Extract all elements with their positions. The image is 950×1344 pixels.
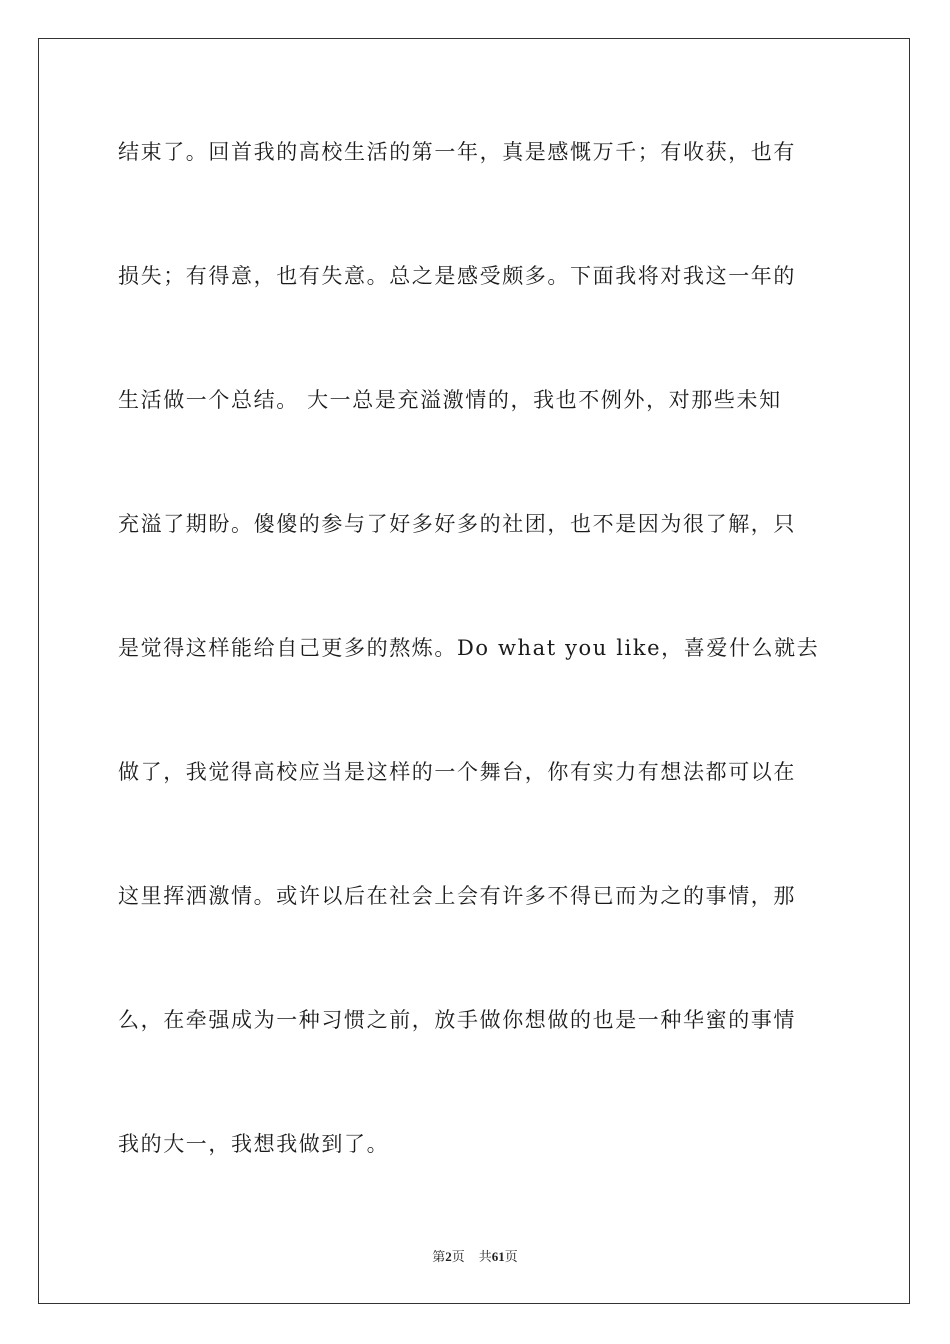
page-number: 2 (445, 1249, 452, 1264)
text-line: 充溢了期盼。傻傻的参与了好多好多的社团，也不是因为很了解，只 (118, 512, 796, 536)
page-footer (0, 1246, 950, 1265)
text-line: 么，在牵强成为一种习惯之前，放手做你想做的也是一种华蜜的事情 (118, 1008, 796, 1032)
total-suffix: 页 (504, 1249, 518, 1264)
text-line: 损失；有得意，也有失意。总之是感受颇多。下面我将对我这一年的 (118, 264, 796, 288)
text-line: 这里挥洒激情。或许以后在社会上会有许多不得已而为之的事情，那 (118, 884, 796, 908)
text-line: 结束了。回首我的高校生活的第一年，真是感慨万千；有收获，也有 (118, 140, 796, 164)
text-line: 我的大一，我想我做到了。 (118, 1132, 390, 1156)
page-border (38, 38, 910, 1304)
text-line: 生活做一个总结。 大一总是充溢激情的，我也不例外，对那些未知 (118, 388, 782, 412)
total-prefix: 共 (478, 1249, 492, 1264)
text-line: 是觉得这样能给自己更多的熬炼。Do what you like，喜爱什么就去 (118, 636, 820, 660)
page-prefix: 第 (432, 1249, 446, 1264)
page-suffix: 页 (451, 1249, 465, 1264)
total-pages: 61 (491, 1249, 505, 1264)
text-line: 做了，我觉得高校应当是这样的一个舞台，你有实力有想法都可以在 (118, 760, 796, 784)
